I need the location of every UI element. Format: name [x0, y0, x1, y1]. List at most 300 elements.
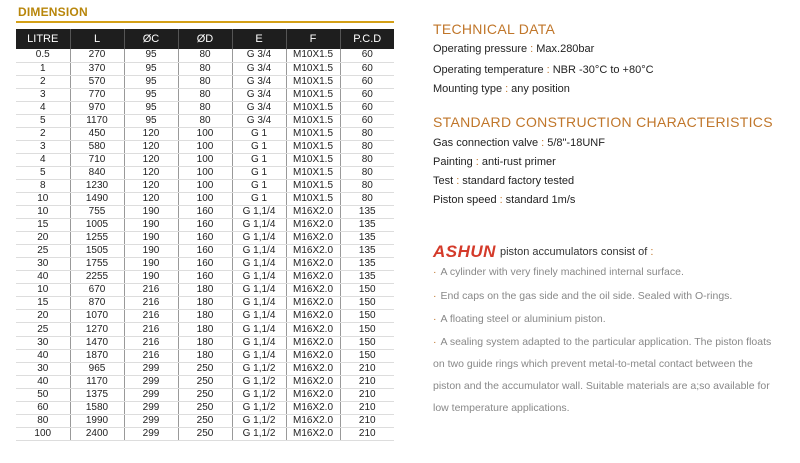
cell-oc: 120 [124, 140, 178, 153]
technical-item-label: Operating temperature [433, 64, 544, 76]
cell-litre: 40 [16, 349, 70, 362]
header-l: L [70, 29, 124, 49]
cell-l: 670 [70, 284, 124, 297]
cell-pcd: 135 [340, 206, 394, 219]
cell-e: G 1,1/4 [232, 297, 286, 310]
cell-oc: 190 [124, 206, 178, 219]
dimension-table-body [16, 49, 394, 440]
cell-oc: 216 [124, 297, 178, 310]
cell-f: M16X2.0 [286, 310, 340, 323]
cell-oc: 190 [124, 271, 178, 284]
cell-l: 1270 [70, 323, 124, 336]
cell-e: G 1,1/4 [232, 310, 286, 323]
cell-pcd: 135 [340, 258, 394, 271]
separator: : [505, 83, 509, 95]
technical-item-value: Max.280bar [536, 43, 595, 55]
cell-l: 870 [70, 297, 124, 310]
cell-l: 1990 [70, 414, 124, 427]
cell-litre: 25 [16, 245, 70, 258]
cell-oc: 299 [124, 427, 178, 440]
cell-l: 1170 [70, 114, 124, 127]
cell-od: 160 [178, 232, 232, 245]
cell-l: 570 [70, 75, 124, 88]
cell-litre: 100 [16, 427, 70, 440]
cell-litre: 1 [16, 62, 70, 75]
cell-oc: 299 [124, 388, 178, 401]
cell-litre: 2 [16, 127, 70, 140]
cell-f: M16X2.0 [286, 427, 340, 440]
table-row [16, 258, 394, 271]
cell-litre: 0.5 [16, 49, 70, 62]
cell-oc: 216 [124, 310, 178, 323]
cell-oc: 190 [124, 219, 178, 232]
feature-bullet [433, 266, 684, 278]
bullet-dot-icon: · [433, 313, 437, 325]
cell-f: M10X1.5 [286, 140, 340, 153]
cell-f: M16X2.0 [286, 232, 340, 245]
cell-f: M10X1.5 [286, 62, 340, 75]
cell-pcd: 210 [340, 414, 394, 427]
cell-f: M16X2.0 [286, 414, 340, 427]
cell-f: M16X2.0 [286, 388, 340, 401]
cell-f: M10X1.5 [286, 166, 340, 179]
cell-oc: 299 [124, 414, 178, 427]
table-row [16, 375, 394, 388]
cell-e: G 1,1/2 [232, 427, 286, 440]
cell-e: G 3/4 [232, 49, 286, 62]
cell-e: G 1,1/2 [232, 375, 286, 388]
cell-oc: 216 [124, 323, 178, 336]
separator: : [475, 156, 479, 168]
cell-e: G 1 [232, 127, 286, 140]
cell-od: 80 [178, 62, 232, 75]
cell-litre: 8 [16, 179, 70, 192]
cell-l: 770 [70, 88, 124, 101]
cell-od: 250 [178, 401, 232, 414]
cell-oc: 120 [124, 179, 178, 192]
cell-od: 80 [178, 114, 232, 127]
table-row [16, 310, 394, 323]
brand-intro-label: piston accumulators consist of [499, 246, 648, 258]
cell-e: G 3/4 [232, 114, 286, 127]
cell-litre: 3 [16, 88, 70, 101]
cell-oc: 190 [124, 245, 178, 258]
cell-od: 160 [178, 245, 232, 258]
cell-oc: 120 [124, 166, 178, 179]
cell-litre: 10 [16, 206, 70, 219]
feature-bullet [433, 336, 771, 348]
cell-litre: 10 [16, 284, 70, 297]
cell-pcd: 60 [340, 88, 394, 101]
cell-od: 160 [178, 271, 232, 284]
cell-od: 160 [178, 219, 232, 232]
cell-e: G 1 [232, 193, 286, 206]
cell-f: M16X2.0 [286, 258, 340, 271]
bullet-dot-icon: · [433, 290, 437, 302]
table-row [16, 414, 394, 427]
cell-e: G 1 [232, 166, 286, 179]
cell-l: 1470 [70, 336, 124, 349]
cell-f: M16X2.0 [286, 323, 340, 336]
feature-bullet-text: A cylinder with very finely machined internal surface. [440, 266, 684, 278]
technical-item [433, 64, 654, 76]
feature-continuation: low temperature applications. [433, 402, 570, 414]
cell-l: 2255 [70, 271, 124, 284]
cell-od: 160 [178, 206, 232, 219]
construction-item [433, 175, 574, 187]
cell-oc: 95 [124, 101, 178, 114]
cell-pcd: 80 [340, 166, 394, 179]
table-row [16, 62, 394, 75]
cell-pcd: 80 [340, 179, 394, 192]
cell-od: 80 [178, 88, 232, 101]
cell-e: G 1,1/2 [232, 388, 286, 401]
header-od: ØD [178, 29, 232, 49]
cell-l: 840 [70, 166, 124, 179]
cell-od: 80 [178, 101, 232, 114]
technical-item-label: Mounting type [433, 83, 503, 95]
technical-item [433, 43, 594, 55]
technical-item [433, 83, 570, 95]
cell-od: 180 [178, 284, 232, 297]
technical-data-title: TECHNICAL DATA [433, 21, 556, 37]
construction-item [433, 156, 556, 168]
cell-e: G 1,1/2 [232, 401, 286, 414]
separator: : [499, 194, 503, 206]
cell-l: 755 [70, 206, 124, 219]
cell-od: 100 [178, 179, 232, 192]
cell-l: 710 [70, 153, 124, 166]
table-row [16, 336, 394, 349]
cell-pcd: 210 [340, 388, 394, 401]
cell-pcd: 150 [340, 349, 394, 362]
cell-l: 1505 [70, 245, 124, 258]
cell-oc: 190 [124, 232, 178, 245]
cell-l: 270 [70, 49, 124, 62]
cell-pcd: 150 [340, 284, 394, 297]
cell-f: M16X2.0 [286, 297, 340, 310]
cell-f: M16X2.0 [286, 375, 340, 388]
cell-pcd: 135 [340, 219, 394, 232]
construction-item [433, 137, 605, 149]
cell-e: G 1,1/2 [232, 362, 286, 375]
table-row [16, 219, 394, 232]
table-row [16, 362, 394, 375]
cell-f: M10X1.5 [286, 88, 340, 101]
construction-item-label: Painting [433, 156, 473, 168]
cell-oc: 95 [124, 75, 178, 88]
table-row [16, 114, 394, 127]
table-row [16, 245, 394, 258]
feature-bullet-text: End caps on the gas side and the oil side. Sealed with O-rings. [440, 290, 733, 302]
cell-oc: 95 [124, 88, 178, 101]
cell-e: G 1,1/4 [232, 206, 286, 219]
cell-f: M16X2.0 [286, 349, 340, 362]
cell-od: 100 [178, 166, 232, 179]
cell-litre: 30 [16, 258, 70, 271]
cell-od: 100 [178, 127, 232, 140]
table-row [16, 101, 394, 114]
table-row [16, 193, 394, 206]
separator: : [530, 43, 534, 55]
cell-od: 160 [178, 258, 232, 271]
cell-e: G 1 [232, 153, 286, 166]
cell-od: 100 [178, 140, 232, 153]
cell-l: 1070 [70, 310, 124, 323]
construction-item [433, 194, 575, 206]
cell-pcd: 150 [340, 310, 394, 323]
cell-e: G 1,1/4 [232, 258, 286, 271]
cell-l: 1870 [70, 349, 124, 362]
separator: : [456, 175, 460, 187]
cell-f: M10X1.5 [286, 127, 340, 140]
feature-continuation: piston and the accumulator wall. Suitable materials are a;so available for [433, 380, 770, 392]
cell-od: 180 [178, 336, 232, 349]
cell-pcd: 135 [340, 271, 394, 284]
cell-litre: 4 [16, 153, 70, 166]
cell-litre: 40 [16, 375, 70, 388]
cell-litre: 20 [16, 310, 70, 323]
cell-litre: 2 [16, 75, 70, 88]
cell-oc: 95 [124, 49, 178, 62]
cell-l: 1230 [70, 179, 124, 192]
cell-oc: 120 [124, 193, 178, 206]
cell-f: M16X2.0 [286, 245, 340, 258]
cell-f: M16X2.0 [286, 362, 340, 375]
dimension-rule [16, 21, 394, 23]
cell-litre: 5 [16, 114, 70, 127]
feature-bullet-text: A floating steel or aluminium piston. [440, 313, 606, 325]
cell-oc: 299 [124, 362, 178, 375]
brand-intro [433, 242, 653, 260]
feature-bullet [433, 313, 606, 325]
construction-title: STANDARD CONSTRUCTION CHARACTERISTICS [433, 114, 773, 130]
table-row [16, 179, 394, 192]
cell-e: G 1,1/4 [232, 336, 286, 349]
cell-oc: 216 [124, 336, 178, 349]
cell-oc: 299 [124, 375, 178, 388]
cell-l: 970 [70, 101, 124, 114]
cell-pcd: 150 [340, 297, 394, 310]
table-row [16, 166, 394, 179]
cell-pcd: 210 [340, 375, 394, 388]
cell-litre: 10 [16, 193, 70, 206]
cell-l: 1580 [70, 401, 124, 414]
cell-l: 1375 [70, 388, 124, 401]
cell-l: 1170 [70, 375, 124, 388]
cell-od: 250 [178, 427, 232, 440]
cell-f: M10X1.5 [286, 75, 340, 88]
separator: : [541, 137, 545, 149]
cell-pcd: 60 [340, 75, 394, 88]
cell-litre: 15 [16, 219, 70, 232]
table-row [16, 75, 394, 88]
cell-e: G 3/4 [232, 101, 286, 114]
cell-f: M16X2.0 [286, 219, 340, 232]
cell-od: 250 [178, 375, 232, 388]
cell-od: 180 [178, 349, 232, 362]
cell-oc: 120 [124, 127, 178, 140]
construction-item-value: 5/8"-18UNF [547, 137, 605, 149]
cell-e: G 1,1/4 [232, 284, 286, 297]
construction-item-value: standard factory tested [462, 175, 575, 187]
cell-pcd: 60 [340, 101, 394, 114]
cell-f: M16X2.0 [286, 271, 340, 284]
bullet-dot-icon: · [433, 266, 437, 278]
cell-litre: 30 [16, 362, 70, 375]
table-row [16, 88, 394, 101]
table-row [16, 127, 394, 140]
cell-f: M10X1.5 [286, 193, 340, 206]
cell-pcd: 135 [340, 245, 394, 258]
separator: : [546, 64, 550, 76]
cell-litre: 80 [16, 414, 70, 427]
ashun-logo: ASHUN [433, 242, 496, 261]
cell-litre: 4 [16, 101, 70, 114]
cell-oc: 299 [124, 401, 178, 414]
table-row [16, 140, 394, 153]
cell-e: G 1,1/4 [232, 323, 286, 336]
cell-oc: 95 [124, 114, 178, 127]
construction-item-label: Gas connection valve [433, 137, 539, 149]
cell-pcd: 150 [340, 323, 394, 336]
construction-item-value: anti-rust primer [481, 156, 556, 168]
cell-od: 100 [178, 193, 232, 206]
cell-f: M10X1.5 [286, 101, 340, 114]
cell-f: M10X1.5 [286, 49, 340, 62]
cell-pcd: 210 [340, 401, 394, 414]
cell-l: 1755 [70, 258, 124, 271]
technical-item-value: NBR -30°C to +80°C [552, 64, 654, 76]
table-row [16, 388, 394, 401]
cell-f: M16X2.0 [286, 336, 340, 349]
cell-e: G 1,1/2 [232, 414, 286, 427]
cell-litre: 25 [16, 323, 70, 336]
cell-litre: 60 [16, 401, 70, 414]
cell-l: 1005 [70, 219, 124, 232]
table-row [16, 206, 394, 219]
cell-l: 370 [70, 62, 124, 75]
cell-od: 100 [178, 153, 232, 166]
table-row [16, 232, 394, 245]
cell-pcd: 135 [340, 232, 394, 245]
table-header-row [16, 29, 394, 49]
table-row [16, 349, 394, 362]
cell-e: G 1,1/4 [232, 232, 286, 245]
cell-e: G 3/4 [232, 88, 286, 101]
header-litre: LITRE [16, 29, 70, 49]
cell-pcd: 60 [340, 114, 394, 127]
cell-od: 180 [178, 323, 232, 336]
cell-e: G 1,1/4 [232, 245, 286, 258]
cell-od: 80 [178, 49, 232, 62]
cell-od: 250 [178, 414, 232, 427]
separator: : [647, 246, 654, 258]
cell-litre: 5 [16, 166, 70, 179]
cell-e: G 3/4 [232, 62, 286, 75]
cell-oc: 216 [124, 284, 178, 297]
cell-od: 80 [178, 75, 232, 88]
header-e: E [232, 29, 286, 49]
dimension-table [16, 29, 394, 441]
cell-f: M16X2.0 [286, 284, 340, 297]
cell-litre: 3 [16, 140, 70, 153]
cell-e: G 1,1/4 [232, 271, 286, 284]
header-f: F [286, 29, 340, 49]
construction-item-label: Piston speed [433, 194, 497, 206]
cell-l: 965 [70, 362, 124, 375]
cell-l: 580 [70, 140, 124, 153]
cell-l: 1255 [70, 232, 124, 245]
dimension-title: DIMENSION [18, 5, 88, 19]
header-pcd: P.C.D [340, 29, 394, 49]
table-row [16, 297, 394, 310]
cell-oc: 190 [124, 258, 178, 271]
cell-f: M16X2.0 [286, 401, 340, 414]
cell-litre: 50 [16, 388, 70, 401]
cell-f: M16X2.0 [286, 206, 340, 219]
table-row [16, 153, 394, 166]
cell-litre: 15 [16, 297, 70, 310]
cell-od: 250 [178, 362, 232, 375]
cell-oc: 120 [124, 153, 178, 166]
cell-litre: 30 [16, 336, 70, 349]
cell-f: M10X1.5 [286, 179, 340, 192]
cell-pcd: 80 [340, 127, 394, 140]
cell-pcd: 80 [340, 140, 394, 153]
cell-oc: 95 [124, 62, 178, 75]
feature-bullet-text: A sealing system adapted to the particular application. The piston floats [440, 336, 772, 348]
cell-pcd: 80 [340, 153, 394, 166]
table-row [16, 284, 394, 297]
cell-l: 1490 [70, 193, 124, 206]
cell-litre: 40 [16, 271, 70, 284]
cell-oc: 216 [124, 349, 178, 362]
cell-l: 450 [70, 127, 124, 140]
cell-f: M10X1.5 [286, 114, 340, 127]
table-row [16, 401, 394, 414]
cell-pcd: 80 [340, 193, 394, 206]
cell-pcd: 60 [340, 62, 394, 75]
cell-od: 180 [178, 297, 232, 310]
cell-e: G 1,1/4 [232, 219, 286, 232]
technical-item-value: any position [511, 83, 570, 95]
feature-continuation: on two guide rings which prevent metal-to-metal contact between the [433, 358, 753, 370]
bullet-dot-icon: · [433, 336, 437, 348]
cell-e: G 3/4 [232, 75, 286, 88]
cell-pcd: 210 [340, 427, 394, 440]
cell-f: M10X1.5 [286, 153, 340, 166]
feature-bullet [433, 290, 732, 302]
cell-e: G 1 [232, 179, 286, 192]
cell-od: 180 [178, 310, 232, 323]
cell-l: 2400 [70, 427, 124, 440]
table-row [16, 427, 394, 440]
cell-pcd: 210 [340, 362, 394, 375]
table-row [16, 271, 394, 284]
cell-litre: 20 [16, 232, 70, 245]
table-row [16, 49, 394, 62]
cell-e: G 1,1/4 [232, 349, 286, 362]
cell-pcd: 150 [340, 336, 394, 349]
cell-pcd: 60 [340, 49, 394, 62]
construction-item-label: Test [433, 175, 454, 187]
cell-od: 250 [178, 388, 232, 401]
brand-intro-text [500, 246, 653, 258]
technical-item-label: Operating pressure [433, 43, 528, 55]
table-row [16, 323, 394, 336]
construction-item-value: standard 1m/s [505, 194, 576, 206]
